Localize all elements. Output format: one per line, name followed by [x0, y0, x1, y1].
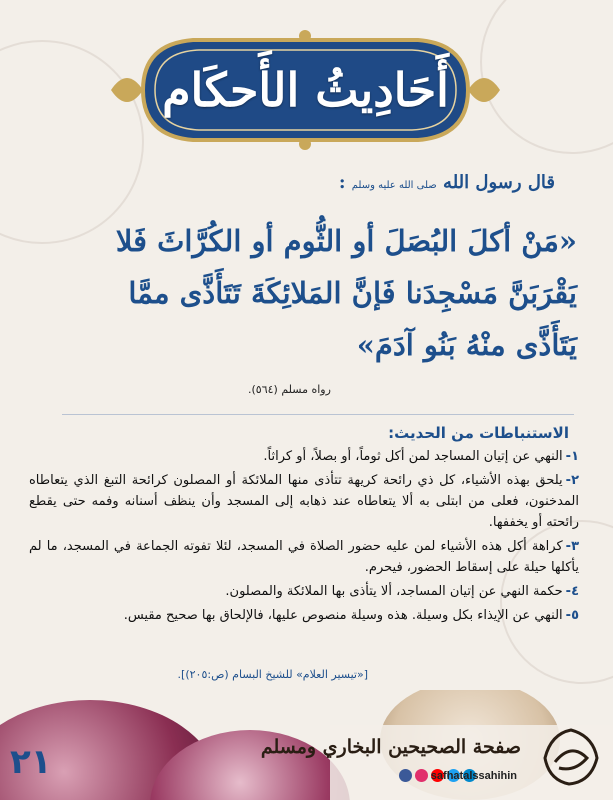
hadith-source: رواه مسلم (٥٦٤). — [248, 383, 331, 396]
hadith-line: يَقْرَبَنَّ مَسْجِدَنا فَإنَّ المَلائِكَةَ تَتَأَذَّى ممَّا — [128, 276, 577, 310]
item-number: ٥- — [565, 608, 579, 623]
list-item — [29, 536, 579, 578]
hadith-line: يَتَأَذَّى منْهُ بَنُو آدَمَ» — [356, 328, 577, 362]
section-divider — [62, 414, 574, 415]
item-number: ٣- — [565, 539, 579, 554]
page-title: أَحَادِيثُ الأَحكَام — [162, 63, 449, 117]
list-item — [29, 581, 579, 602]
list-item — [29, 446, 579, 467]
instagram-icon[interactable] — [415, 769, 428, 782]
page-number: ٢١ — [10, 742, 52, 782]
footer-title: صفحة الصحيحين البخاري ومسلم — [260, 736, 521, 758]
reference-citation: [«تيسير العلام» للشيخ البسام (ص:٢٠٥)]. — [177, 668, 368, 681]
social-handle[interactable]: safhatalssahihin — [430, 770, 517, 782]
item-text: يلحق بهذه الأشياء، كل ذي رائحة كريهة تتأذى منها الملائكة أو المصلون كرائحة التبغ الذي يتعاطاه المدخنون، فعلى من ابتلى به ألا يتعاطاه عند ذهابه إلى المسجد وأن ينظف أسنانه وفمه حتى يقطع رائحته أو يخففها. — [29, 473, 579, 530]
list-item — [29, 605, 579, 626]
item-text: النهي عن الإيذاء بكل وسيلة. هذه وسيلة منصوص عليها، فالإلحاق بها صحيح مقيس. — [123, 608, 563, 623]
item-text: كراهة أكل هذه الأشياء لمن عليه حضور الصلاة في المسجد، لئلا تفوته الجماعة في المسجد، ما لم يأكلها حيلة على إسقاط الحضور، فيحرم. — [29, 539, 579, 575]
item-number: ٤- — [565, 584, 579, 599]
title-banner — [103, 26, 508, 154]
facebook-icon[interactable] — [399, 769, 412, 782]
item-number: ٢- — [565, 473, 579, 488]
item-text: النهي عن إتيان المساجد لمن أكل ثوماً، أو بصلاً، أو كراثاً. — [263, 449, 563, 464]
list-item — [29, 470, 579, 533]
hadith-text — [37, 215, 577, 371]
deductions-list — [29, 446, 579, 629]
intro-text: قال رسول الله — [443, 172, 555, 193]
item-number: ١- — [565, 449, 579, 464]
hadith-line: «مَنْ أكلَ البُصَلَ أو الثُّوم أو الكُرَّاثَ فَلا — [115, 224, 577, 258]
logo-icon — [541, 728, 601, 786]
intro-colon: : — [338, 172, 346, 193]
item-text: حكمة النهي عن إتيان المساجد، ألا يتأذى بها الملائكة والمصلون. — [225, 584, 563, 599]
salutation-text: صلى الله عليه وسلم — [351, 180, 437, 191]
deductions-heading: الاستنباطات من الحديث: — [388, 424, 569, 442]
hadith-intro — [135, 172, 555, 193]
